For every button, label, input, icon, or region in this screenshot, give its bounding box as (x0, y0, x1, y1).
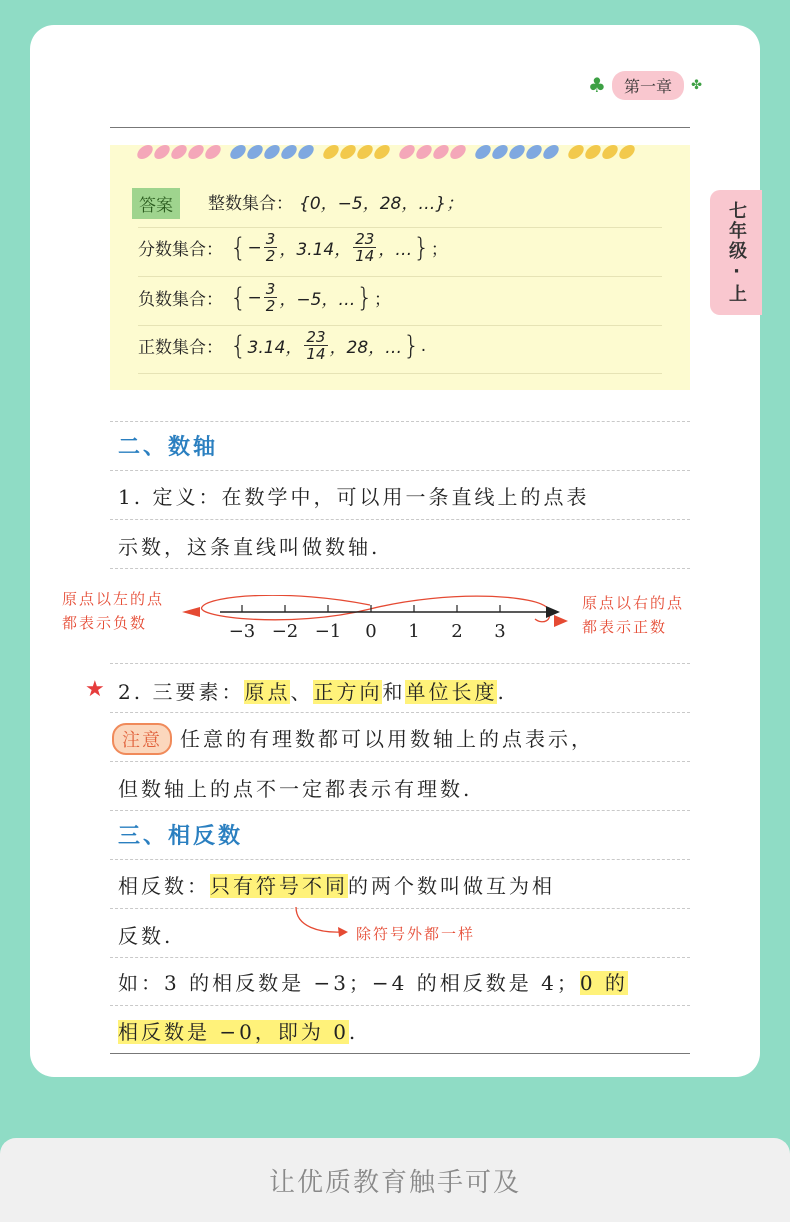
answer-tag: 答案 (132, 188, 180, 219)
tick-label: 0 (365, 621, 377, 642)
top-rule (110, 127, 690, 128)
tick-label: −1 (314, 621, 342, 642)
positive-set-row: 正数集合： { 3.14， $\frac{23}{14}$ ，28，… } . (138, 328, 427, 363)
three-elements-line: 2. 三要素：原点、正方向和单位长度. (118, 680, 507, 704)
tick-group (229, 605, 506, 642)
left-note: 原点以左的点 都表示负数 (62, 590, 165, 632)
negative-set-row: 负数集合： { − $\frac{3}{2}$ ，−5，… } ； (138, 280, 391, 315)
definition-line1: 1. 定义：在数学中，可以用一条直线上的点表 (118, 485, 590, 509)
opposite-definition-line2: 反数. (118, 924, 174, 948)
note-badge: 注意 (112, 723, 172, 755)
answer-box (110, 145, 690, 390)
tick-label: 3 (494, 621, 506, 642)
grade-side-tab: 七年级·上 (710, 190, 762, 315)
note-line2: 但数轴上的点不一定都表示有理数. (118, 777, 473, 801)
color-stripes (138, 145, 634, 159)
definition-line2: 示数，这条直线叫做数轴. (118, 535, 381, 559)
tick-label: −2 (271, 621, 299, 642)
bottom-rule (110, 1053, 690, 1054)
example-line1: 如：3 的相反数是 −3；−4 的相反数是 4；0 的 (118, 971, 628, 995)
clover-icon: ♣ (588, 73, 606, 97)
section2-title: 二、数轴 (118, 435, 219, 460)
tick-label: 1 (408, 621, 420, 642)
section3-title: 三、相反数 (118, 824, 244, 849)
fraction-set-row: 分数集合： { − $\frac{3}{2}$ ，3.14， $\frac{23}{14}$ ，… } ； (138, 230, 448, 265)
tick-label: −3 (228, 621, 256, 642)
star-icon: ★ (85, 677, 105, 702)
same-except-sign-note: 除符号外都一样 (356, 925, 476, 943)
opposite-definition-line1: 相反数：只有符号不同的两个数叫做互为相 (118, 874, 555, 898)
integer-set-row: 整数集合： {0，−5，28，…}； (208, 194, 464, 214)
tick-label: 2 (451, 621, 463, 642)
example-line2: 相反数是 −0，即为 0. (118, 1020, 359, 1044)
right-note: 原点以右的点 都表示正数 (582, 594, 685, 636)
number-line (170, 595, 580, 645)
note-line1: 注意 任意的有理数都可以用数轴上的点表示， (112, 723, 594, 755)
footer-slogan: 让优质教育触手可及 (0, 1138, 790, 1222)
annotation-arrow (290, 905, 350, 941)
small-clover-icon: ✤ (691, 78, 703, 93)
chapter-label: ♣ 第一章 ✤ (588, 72, 688, 98)
